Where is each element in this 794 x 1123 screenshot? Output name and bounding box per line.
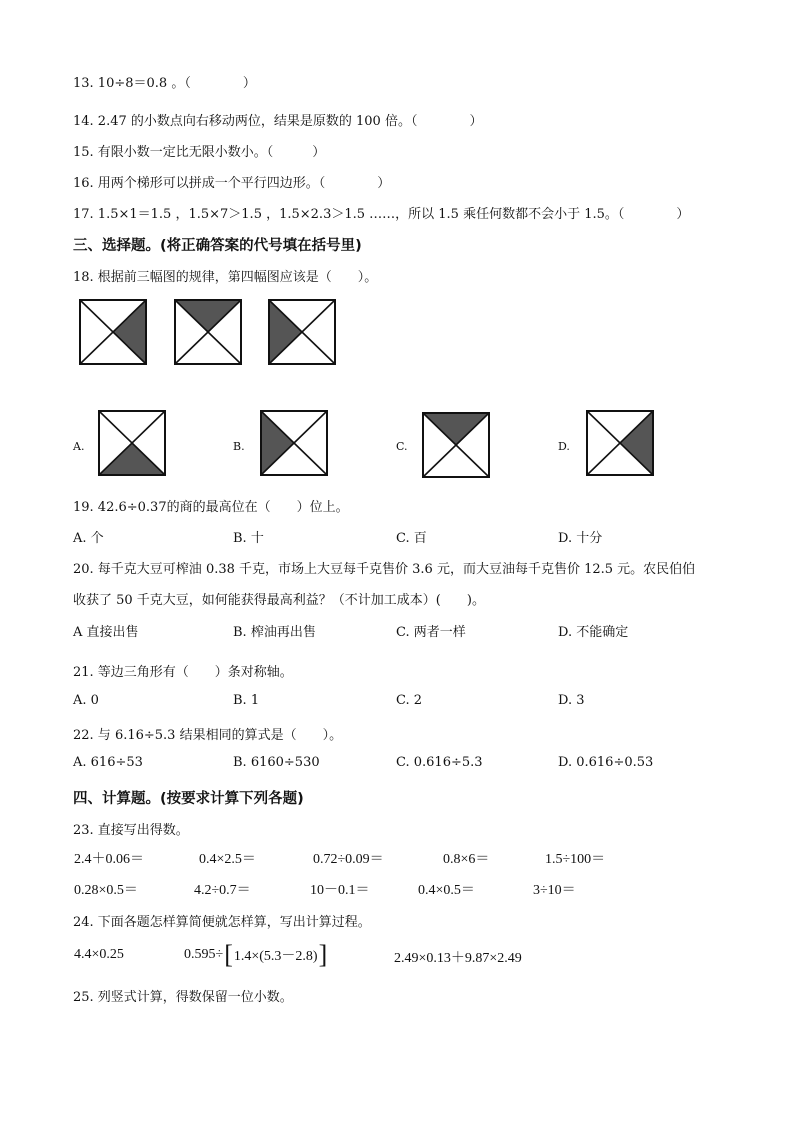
calc-item: 0.28×0.5＝ [74, 883, 138, 898]
question-24: 24. 下面各题怎样算简便就怎样算，写出计算过程。 [73, 915, 371, 930]
option-b-figure[interactable] [259, 409, 329, 477]
question-20-line-1: 20. 每千克大豆可榨油 0.38 千克，市场上大豆每千克售价 3.6 元，而大豆油每千克售价 12.5 元。农民伯伯 [73, 562, 696, 577]
calc-item: 1.5÷100＝ [545, 852, 606, 867]
section-3-heading: 三、选择题。(将正确答案的代号填在括号里) [73, 238, 362, 254]
pattern-figure-3 [267, 298, 337, 366]
right-bracket: ] [318, 940, 328, 969]
calc-item: 0.4×0.5＝ [418, 883, 475, 898]
pattern-figure-1 [78, 298, 148, 366]
question-17: 17. 1.5×1＝1.5 ，1.5×7＞1.5 ，1.5×2.3＞1.5 ……，所以 1.5 乘任何数都不会小于 1.5。（ ） [73, 207, 690, 222]
section-4-heading: 四、计算题。(按要求计算下列各题) [73, 791, 304, 807]
q22-option-a[interactable]: A. 616÷53 [73, 755, 143, 770]
calc-item: 10－0.1＝ [310, 883, 370, 898]
option-c-figure[interactable] [421, 411, 491, 479]
simplify-expr-2-body: 1.4×(5.3－2.8) [233, 949, 318, 964]
q21-option-b[interactable]: B. 1 [233, 693, 260, 708]
q19-option-c[interactable]: C. 百 [396, 531, 427, 546]
question-16: 16. 用两个梯形可以拼成一个平行四边形。（ ） [73, 176, 391, 191]
option-d-label: D. [558, 440, 570, 453]
question-21: 21. 等边三角形有（ ）条对称轴。 [73, 665, 293, 680]
q21-option-d[interactable]: D. 3 [558, 693, 585, 708]
question-19: 19. 42.6÷0.37的商的最高位在（ ）位上。 [73, 500, 349, 515]
calc-item: 4.2÷0.7＝ [194, 883, 251, 898]
q20-option-a[interactable]: A 直接出售 [73, 625, 139, 640]
left-bracket: [ [224, 940, 233, 969]
question-18: 18. 根据前三幅图的规律，第四幅图应该是（ ）。 [73, 270, 378, 285]
option-a-label: A. [73, 440, 85, 453]
q20-option-c[interactable]: C. 两者一样 [396, 625, 466, 640]
question-14: 14. 2.47 的小数点向右移动两位，结果是原数的 100 倍。（ ） [73, 114, 483, 129]
question-25: 25. 列竖式计算，得数保留一位小数。 [73, 990, 293, 1005]
q19-option-b[interactable]: B. 十 [233, 531, 264, 546]
q22-option-d[interactable]: D. 0.616÷0.53 [558, 755, 654, 770]
q21-option-a[interactable]: A. 0 [73, 693, 99, 708]
q21-option-c[interactable]: C. 2 [396, 693, 423, 708]
option-a-figure[interactable] [97, 409, 167, 477]
simplify-expr-3: 2.49×0.13＋9.87×2.49 [394, 951, 522, 966]
q22-option-c[interactable]: C. 0.616÷5.3 [396, 755, 483, 770]
simplify-expr-1: 4.4×0.25 [74, 947, 124, 962]
pattern-figure-2 [173, 298, 243, 366]
option-b-label: B. [233, 440, 245, 453]
q22-option-b[interactable]: B. 6160÷530 [233, 755, 320, 770]
option-d-figure[interactable] [585, 409, 655, 477]
simplify-expr-2 [184, 940, 327, 970]
simplify-expr-2-prefix: 0.595÷ [184, 947, 224, 962]
calc-item: 2.4＋0.06＝ [74, 852, 144, 867]
question-13: 13. 10÷8＝0.8 。（ ） [73, 76, 256, 91]
question-22: 22. 与 6.16÷5.3 结果相同的算式是（ ）。 [73, 728, 343, 743]
option-c-label: C. [396, 440, 408, 453]
calc-item: 0.4×2.5＝ [199, 852, 256, 867]
question-23: 23. 直接写出得数。 [73, 823, 189, 838]
calc-item: 0.72÷0.09＝ [313, 852, 384, 867]
question-20-line-2: 收获了 50 千克大豆，如何能获得最高利益？（不计加工成本）( )。 [73, 593, 485, 608]
question-15: 15. 有限小数一定比无限小数小。（ ） [73, 145, 326, 160]
q20-option-b[interactable]: B. 榨油再出售 [233, 625, 316, 640]
q19-option-a[interactable]: A. 个 [73, 531, 104, 546]
q19-option-d[interactable]: D. 十分 [558, 531, 603, 546]
q20-option-d[interactable]: D. 不能确定 [558, 625, 629, 640]
calc-item: 0.8×6＝ [443, 852, 490, 867]
calc-item: 3÷10＝ [533, 883, 576, 898]
